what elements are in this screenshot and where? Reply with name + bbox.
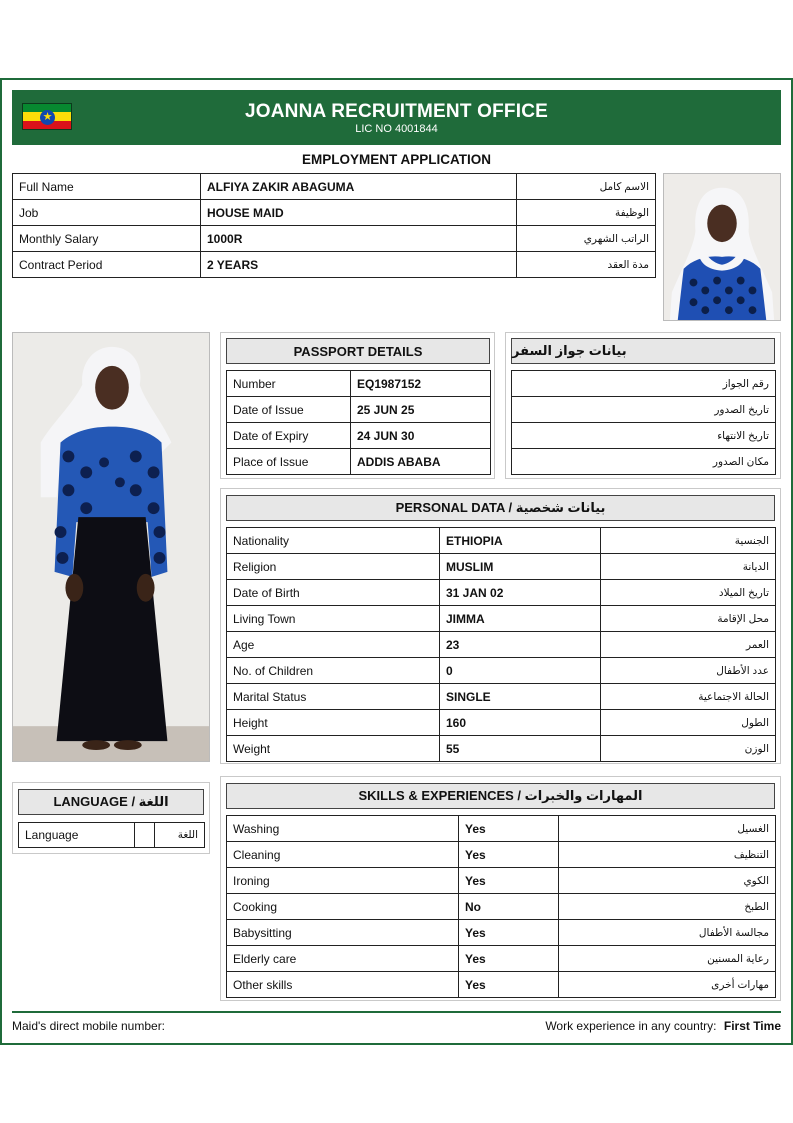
field-label-arabic: محل الإقامة [601, 606, 776, 632]
field-label-arabic: تاريخ الصدور [512, 397, 776, 423]
skill-label: Cleaning [227, 842, 459, 868]
field-label: Number [227, 371, 351, 397]
table-row [227, 736, 776, 762]
field-label: Date of Birth [227, 580, 440, 606]
table-row [227, 894, 776, 920]
footer-divider [12, 1011, 781, 1013]
skill-label: Elderly care [227, 946, 459, 972]
form-title: EMPLOYMENT APPLICATION [302, 152, 491, 167]
passport-heading-arabic: بيانات جواز السفر [511, 338, 775, 364]
field-value: 1000R [201, 226, 517, 252]
table-row [227, 868, 776, 894]
field-label-arabic: مكان الصدور [512, 449, 776, 475]
mobile-number-field [12, 1019, 165, 1033]
field-value: MUSLIM [440, 554, 601, 580]
table-row [512, 397, 776, 423]
field-label-arabic: رقم الجواز [512, 371, 776, 397]
field-value: EQ1987152 [351, 371, 491, 397]
field-value: 160 [440, 710, 601, 736]
field-label-arabic: الطول [601, 710, 776, 736]
field-label-arabic: تاريخ الانتهاء [512, 423, 776, 449]
table-row [227, 972, 776, 998]
field-value: 24 JUN 30 [351, 423, 491, 449]
field-label-arabic: عدد الأطفال [601, 658, 776, 684]
field-label-arabic: الوزن [601, 736, 776, 762]
skills-table [226, 815, 776, 998]
field-label: Date of Issue [227, 397, 351, 423]
skill-label-arabic: الطبخ [559, 894, 776, 920]
table-row [227, 371, 491, 397]
skill-label: Babysitting [227, 920, 459, 946]
field-label: Full Name [13, 174, 201, 200]
field-label: Nationality [227, 528, 440, 554]
field-value: 2 YEARS [201, 252, 517, 278]
field-value: HOUSE MAID [201, 200, 517, 226]
skill-value: No [459, 894, 559, 920]
field-label-arabic: مدة العقد [517, 252, 656, 278]
table-row [13, 252, 656, 278]
skill-label: Other skills [227, 972, 459, 998]
field-value: ADDIS ABABA [351, 449, 491, 475]
table-row [19, 823, 205, 848]
field-label: Age [227, 632, 440, 658]
field-label: Place of Issue [227, 449, 351, 475]
field-value: ALFIYA ZAKIR ABAGUMA [201, 174, 517, 200]
table-row [512, 449, 776, 475]
table-row [227, 423, 491, 449]
field-label: Monthly Salary [13, 226, 201, 252]
skill-label: Ironing [227, 868, 459, 894]
skill-value: Yes [459, 816, 559, 842]
field-label-arabic: الجنسية [601, 528, 776, 554]
field-label: Weight [227, 736, 440, 762]
skill-label-arabic: الكوي [559, 868, 776, 894]
field-label-arabic: الاسم كامل [517, 174, 656, 200]
table-row [13, 200, 656, 226]
office-title: JOANNA RECRUITMENT OFFICE [244, 101, 549, 122]
personal-data-heading: PERSONAL DATA / بيانات شخصية [226, 495, 775, 521]
mobile-number-label: Maid's direct mobile number: [12, 1019, 166, 1033]
field-value: ETHIOPIA [440, 528, 601, 554]
field-label: Marital Status [227, 684, 440, 710]
table-row [512, 371, 776, 397]
field-label: Language [19, 823, 135, 848]
skill-label-arabic: التنظيف [559, 842, 776, 868]
language-heading: LANGUAGE / اللغة [18, 789, 204, 815]
table-row [13, 226, 656, 252]
field-label: Religion [227, 554, 440, 580]
field-label: Height [227, 710, 440, 736]
passport-table [226, 370, 491, 475]
field-label: Date of Expiry [227, 423, 351, 449]
personal-data-table [226, 527, 776, 762]
skill-value: Yes [459, 842, 559, 868]
skill-label-arabic: الغسيل [559, 816, 776, 842]
field-value: SINGLE [440, 684, 601, 710]
skill-label-arabic: رعاية المسنين [559, 946, 776, 972]
table-row [227, 816, 776, 842]
table-row [227, 684, 776, 710]
table-row [227, 842, 776, 868]
table-row [227, 397, 491, 423]
field-label-arabic: الديانة [601, 554, 776, 580]
table-row [227, 606, 776, 632]
skill-label: Cooking [227, 894, 459, 920]
field-value: JIMMA [440, 606, 601, 632]
skills-heading: SKILLS & EXPERIENCES / المهارات والخبرات [226, 783, 775, 809]
skill-value: Yes [459, 868, 559, 894]
language-table [18, 822, 205, 848]
skill-label-arabic: مهارات أخرى [559, 972, 776, 998]
field-value: 55 [440, 736, 601, 762]
passport-heading: PASSPORT DETAILS [226, 338, 490, 364]
field-value [135, 823, 155, 848]
table-row [227, 710, 776, 736]
field-label: No. of Children [227, 658, 440, 684]
header-bar [12, 90, 781, 145]
field-label: Job [13, 200, 201, 226]
license-number: LIC NO 4001844 [355, 123, 438, 135]
portrait-photo [663, 173, 781, 321]
table-row [227, 658, 776, 684]
table-row [227, 632, 776, 658]
table-row [227, 580, 776, 606]
skill-value: Yes [459, 920, 559, 946]
basic-info-table [12, 173, 656, 278]
ethiopia-flag-icon [22, 103, 72, 130]
skill-label: Washing [227, 816, 459, 842]
skill-label-arabic: مجالسة الأطفال [559, 920, 776, 946]
work-experience-label: Work experience in any country: [545, 1019, 717, 1033]
field-label-arabic: الراتب الشهري [517, 226, 656, 252]
field-value: 23 [440, 632, 601, 658]
work-experience-field [545, 1019, 781, 1033]
field-value: 25 JUN 25 [351, 397, 491, 423]
field-label-arabic: اللغة [155, 823, 205, 848]
field-label: Living Town [227, 606, 440, 632]
table-row [227, 920, 776, 946]
field-label: Contract Period [13, 252, 201, 278]
field-label-arabic: الوظيفة [517, 200, 656, 226]
table-row [227, 946, 776, 972]
full-body-photo [12, 332, 210, 762]
table-row [227, 449, 491, 475]
field-value: 0 [440, 658, 601, 684]
field-label-arabic: العمر [601, 632, 776, 658]
field-label-arabic: الحالة الاجتماعية [601, 684, 776, 710]
table-row [227, 528, 776, 554]
table-row [227, 554, 776, 580]
table-row [512, 423, 776, 449]
table-row [13, 174, 656, 200]
work-experience-value: First Time [723, 1019, 781, 1033]
field-label-arabic: تاريخ الميلاد [601, 580, 776, 606]
passport-table-arabic [511, 370, 776, 475]
field-value: 31 JAN 02 [440, 580, 601, 606]
skill-value: Yes [459, 946, 559, 972]
skill-value: Yes [459, 972, 559, 998]
